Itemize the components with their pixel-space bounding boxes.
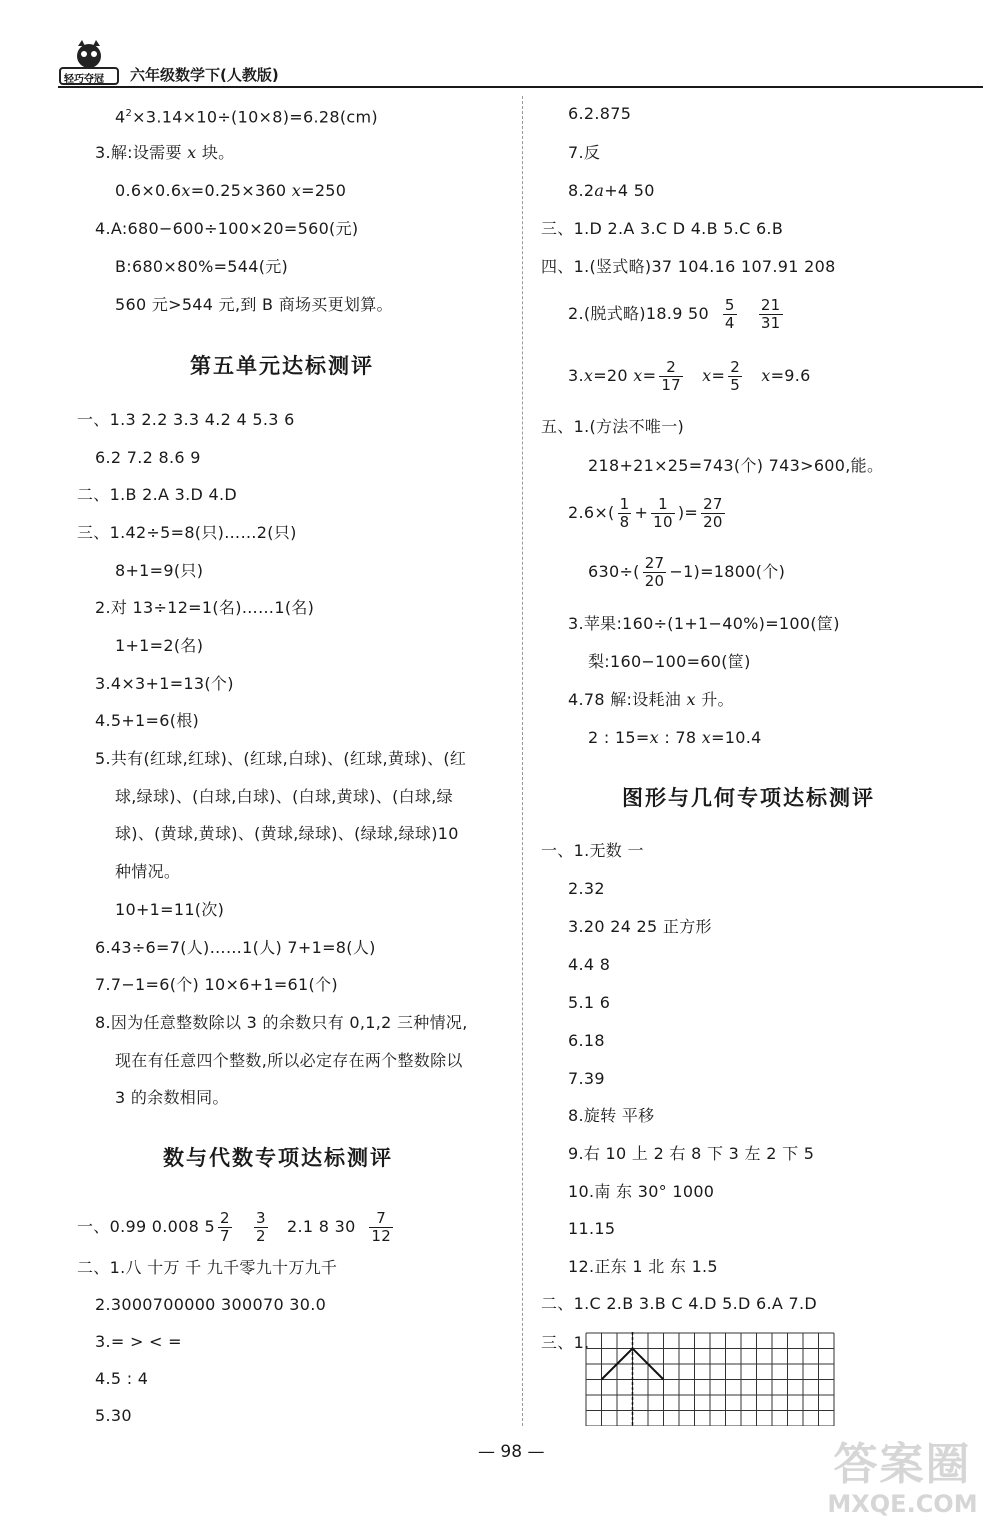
answer-line: 五、1.(方法不唯一) — [541, 417, 685, 436]
answer-line: 630÷( $\frac{27}{20}$ −1)=1800(个) — [588, 554, 786, 590]
answer-line: 9.右 10 上 2 右 8 下 3 左 2 下 5 — [568, 1144, 815, 1163]
fraction: $\frac{21}{31}$ — [760, 296, 781, 332]
answer-line: 2 : 15=x : 78 x=10.4 — [588, 728, 762, 747]
answer-line: 二、1.八 十万 千 九千零九十万九千 — [77, 1258, 338, 1277]
logo-text: 轻巧夺冠 — [64, 74, 104, 85]
answer-line: 6.18 — [568, 1031, 605, 1050]
answer-line: 0.6×0.6x=0.25×360 x=250 — [115, 181, 347, 200]
answer-line: 球)、(黄球,黄球)、(黄球,绿球)、(绿球,绿球)10 — [115, 824, 459, 843]
fraction: $\frac{5}{4}$ — [724, 296, 735, 332]
answer-line: 一、0.99 0.008 5 $\frac{2}{7}$ $\frac{3}{2}$ 2.1 8 30 $\frac{7}{12}$ — [77, 1209, 392, 1245]
fraction: $\frac{2}{17}$ — [661, 358, 681, 394]
answer-line: 一、1.3 2.2 3.3 4.2 4 5.3 6 — [77, 410, 295, 429]
answer-line: 种情况。 — [115, 862, 181, 881]
answer-line: 现在有任意四个整数,所以必定存在两个整数除以 — [115, 1051, 463, 1070]
fraction: $\frac{2}{5}$ — [730, 358, 741, 394]
answer-line: 2.对 13÷12=1(名)……1(名) — [95, 598, 315, 617]
section-heading: 图形与几何专项达标测评 — [622, 786, 875, 810]
fraction: $\frac{27}{20}$ — [703, 495, 723, 531]
answer-line: 8.2a+4 50 — [568, 181, 655, 200]
answer-line: 四、1.(竖式略)37 104.16 107.91 208 — [541, 257, 836, 276]
answer-line: 4.5 : 4 — [95, 1369, 149, 1388]
answer-line: 10+1=11(次) — [115, 900, 225, 919]
answer-line: 3 的余数相同。 — [115, 1088, 229, 1107]
answer-line: 2.32 — [568, 879, 605, 898]
book-title: 六年级数学下(人教版) — [130, 66, 279, 84]
answer-line: 3.20 24 25 正方形 — [568, 917, 712, 936]
answer-line: 8.因为任意整数除以 3 的余数只有 0,1,2 三种情况, — [95, 1013, 468, 1032]
answer-line: 3.= > < = — [95, 1332, 182, 1351]
answer-line: 梨:160−100=60(筐) — [588, 652, 751, 671]
answer-line: 6.2.875 — [568, 104, 632, 123]
answer-line: 3.4×3+1=13(个) — [95, 674, 234, 693]
answer-line: 二、1.C 2.B 3.B C 4.D 5.D 6.A 7.D — [541, 1294, 817, 1313]
answer-line: 一、1.无数 一 — [541, 841, 644, 860]
answer-grid — [585, 1332, 836, 1430]
answer-line: 218+21×25=743(个) 743>600,能。 — [588, 456, 884, 475]
answer-line: 6.2 7.2 8.6 9 — [95, 448, 201, 467]
answer-line: 8+1=9(只) — [115, 561, 204, 580]
section-heading: 第五单元达标测评 — [190, 354, 374, 378]
answer-line: 7.反 — [568, 143, 601, 162]
answer-line: 三、1.D 2.A 3.C D 4.B 5.C 6.B — [541, 219, 784, 238]
fraction: $\frac{2}{7}$ — [219, 1209, 230, 1245]
answer-line: 二、1.B 2.A 3.D 4.D — [77, 485, 237, 504]
page-header — [58, 38, 983, 90]
answer-line: 3.解:设需要 x 块。 — [95, 143, 235, 162]
answer-line: 球,绿球)、(白球,白球)、(白球,黄球)、(白球,绿 — [115, 787, 453, 806]
answer-line: 11.15 — [568, 1219, 616, 1238]
section-heading: 数与代数专项达标测评 — [163, 1146, 393, 1170]
answer-line: 5.共有(红球,红球)、(红球,白球)、(红球,黄球)、(红 — [95, 749, 467, 768]
answer-line: 2.6×( $\frac{1}{8}$ + $\frac{1}{10}$ )= $\frac{27}{20}$ — [568, 495, 723, 531]
answer-line: 三、1.42÷5=8(只)……2(只) — [77, 523, 297, 542]
watermark — [820, 1440, 985, 1518]
answer-line: 6.43÷6=7(人)……1(人) 7+1=8(人) — [95, 938, 376, 957]
fraction: $\frac{27}{20}$ — [644, 554, 665, 590]
answer-line: 7.7−1=6(个) 10×6+1=61(个) — [95, 975, 338, 994]
fraction: $\frac{7}{12}$ — [371, 1209, 392, 1245]
symmetry-grid — [585, 1332, 836, 1426]
page-number: — 98 — — [478, 1442, 545, 1462]
answer-line: 三、1. — [541, 1333, 590, 1352]
fraction: $\frac{1}{10}$ — [653, 495, 673, 531]
watermark-logo: 答案圈 — [833, 1439, 972, 1490]
fraction: $\frac{1}{8}$ — [619, 495, 630, 531]
fraction: $\frac{3}{2}$ — [256, 1209, 266, 1245]
answer-line: 3.苹果:160÷(1+1−40%)=100(筐) — [568, 614, 840, 633]
answer-line: 10.南 东 30° 1000 — [568, 1182, 715, 1201]
answer-line: 1+1=2(名) — [115, 636, 204, 655]
answer-line: 5.30 — [95, 1406, 132, 1425]
answer-line: 2.3000700000 300070 30.0 — [95, 1295, 327, 1314]
answer-line: 8.旋转 平移 — [568, 1106, 655, 1125]
answer-line: 4.4 8 — [568, 955, 611, 974]
watermark-url: MXQE.COM — [827, 1490, 978, 1518]
column-divider — [522, 96, 523, 1426]
answer-line: 560 元>544 元,到 B 商场买更划算。 — [115, 295, 393, 314]
answer-line: B:680×80%=544(元) — [115, 257, 289, 276]
answer-line: $4^2\times 3.14\times 10\div(10\times 8)=6.28(cm)$ — [115, 107, 378, 127]
answer-line: 3.x=20 x= $\frac{2}{17}$ x= $\frac{2}{5}$ x=9.6 — [568, 358, 811, 394]
header-rule — [58, 86, 983, 88]
answer-line: 7.39 — [568, 1069, 605, 1088]
answer-line: 2.(脱式略)18.9 50 $\frac{5}{4}$ $\frac{21}{31}$ — [568, 296, 781, 332]
answer-line: 4.5+1=6(根) — [95, 711, 200, 730]
answer-line: 5.1 6 — [568, 993, 611, 1012]
answer-line: 4.78 解:设耗油 x 升。 — [568, 690, 734, 709]
answer-line: 12.正东 1 北 东 1.5 — [568, 1257, 718, 1276]
answer-line: 4.A:680−600÷100×20=560(元) — [95, 219, 359, 238]
